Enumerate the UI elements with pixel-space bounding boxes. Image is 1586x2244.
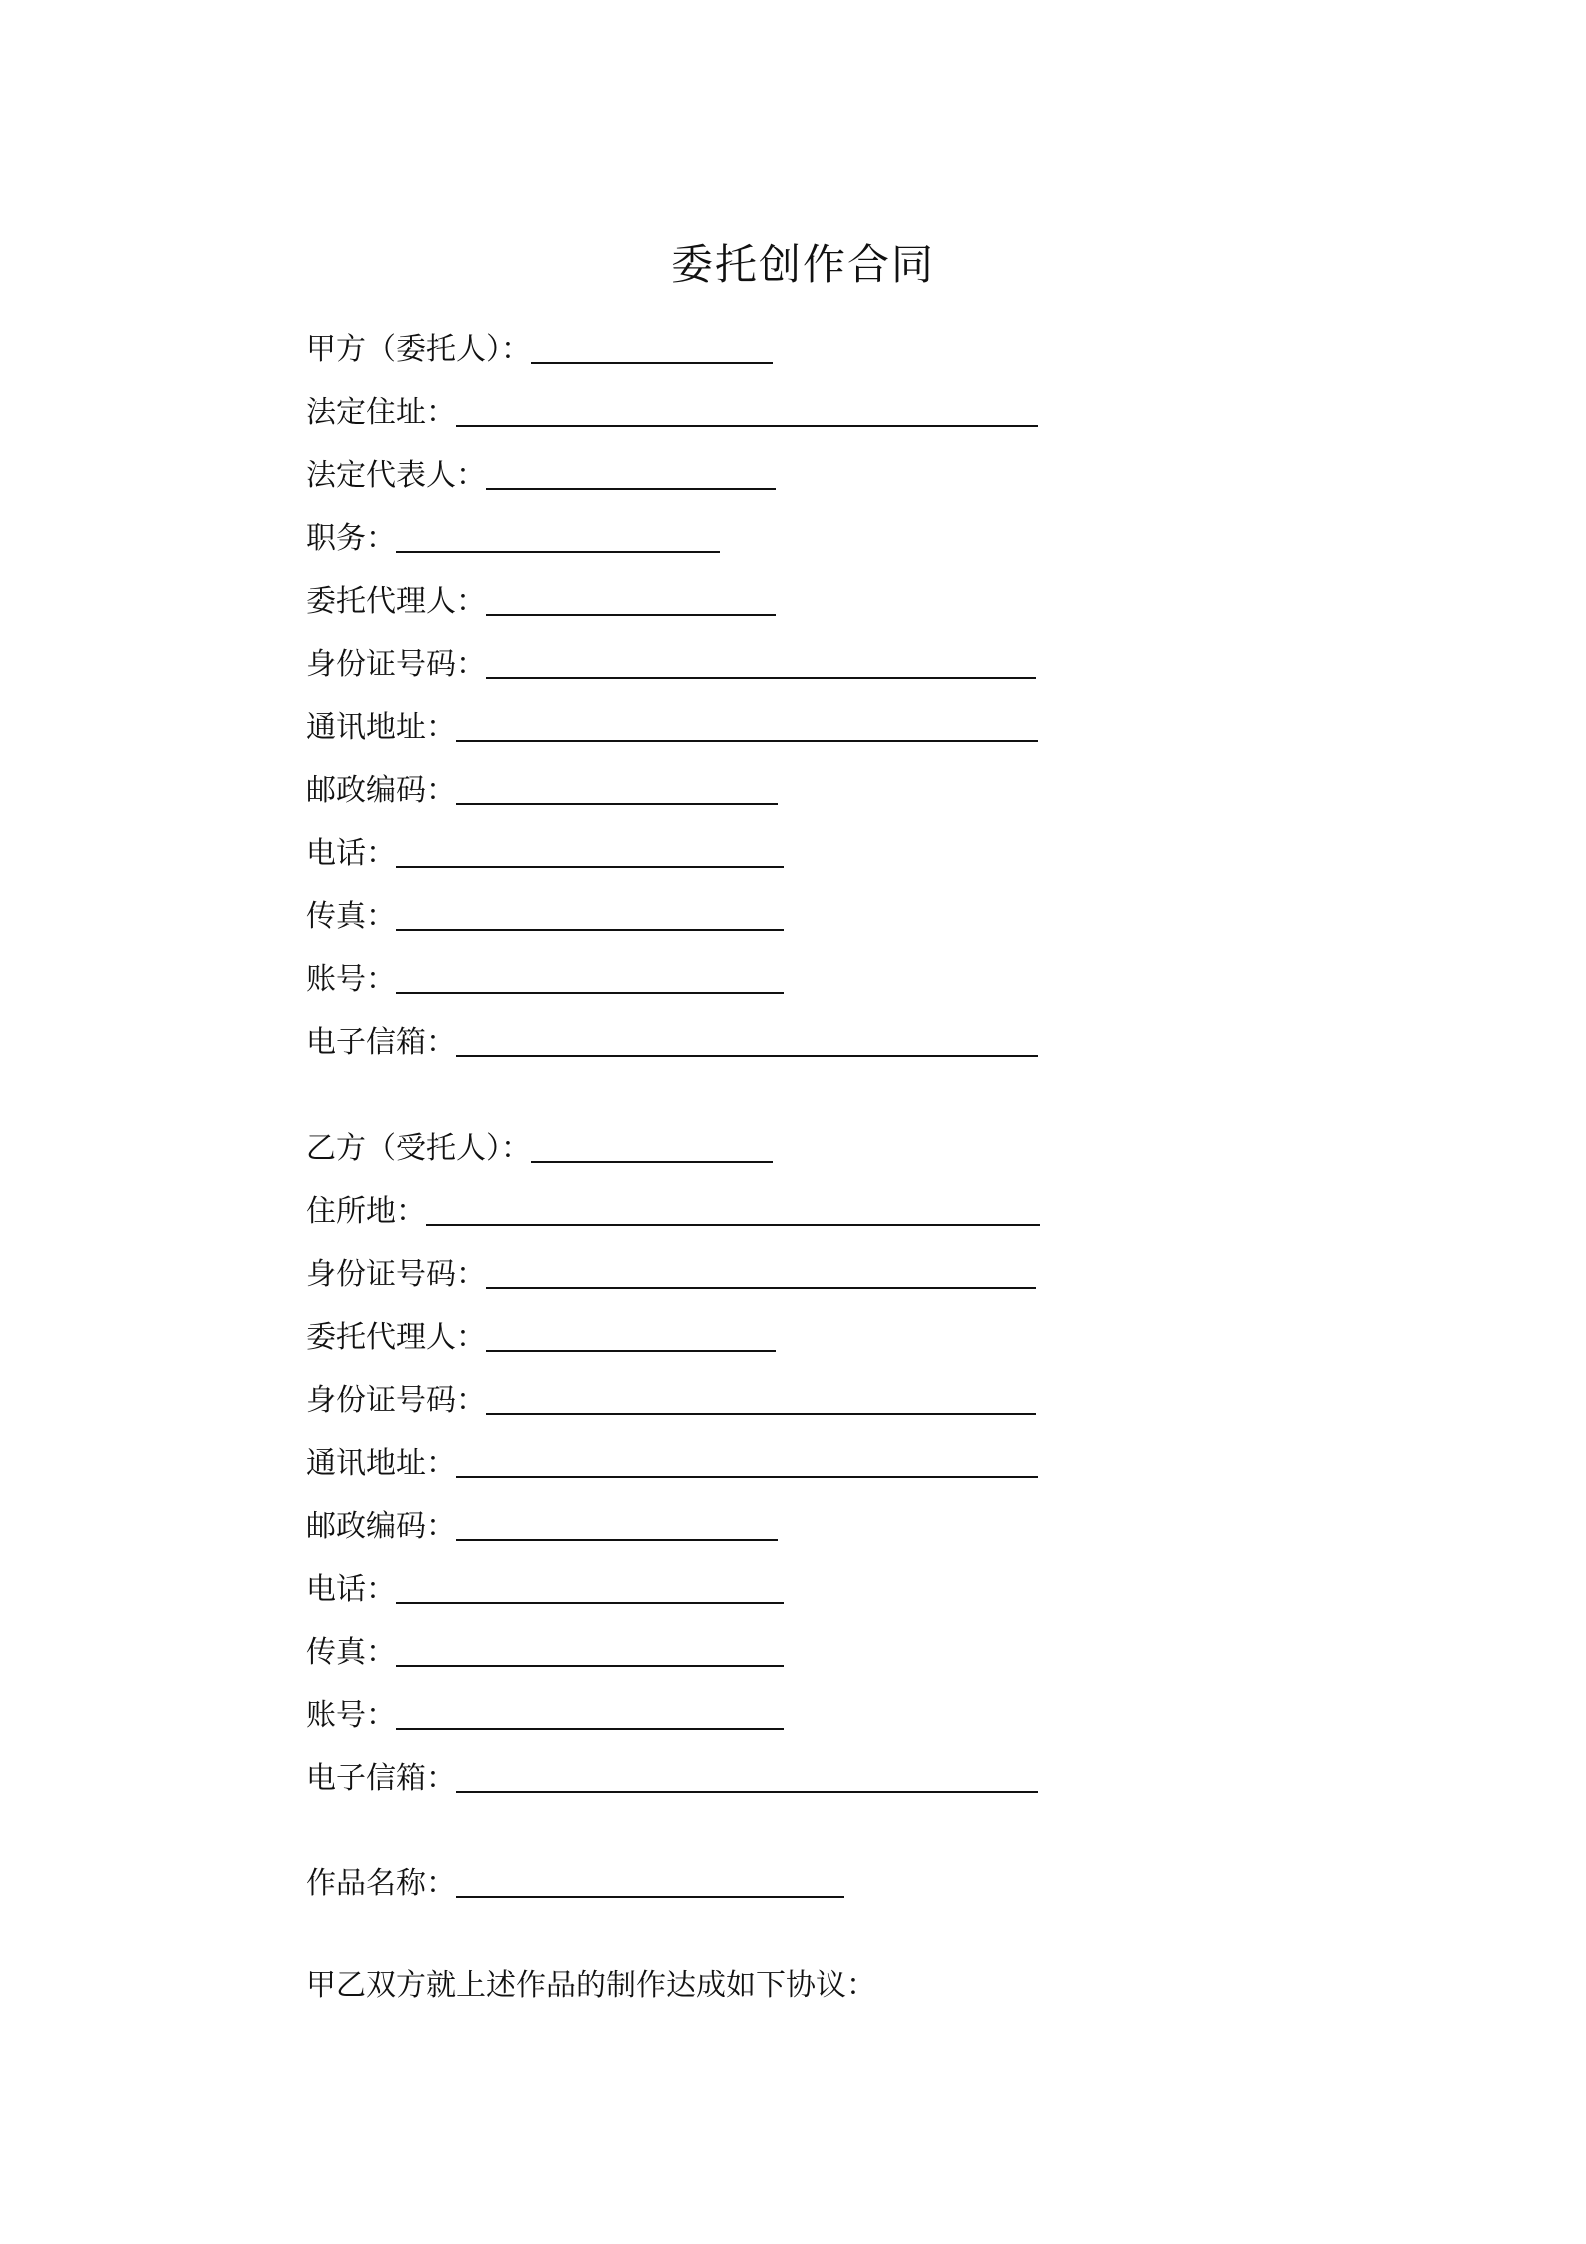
field-label: 甲方（委托人）： xyxy=(306,332,531,367)
field-agent-id-number-b xyxy=(306,1377,1036,1421)
field-label: 电话： xyxy=(306,836,396,871)
field-mailing-address-a xyxy=(306,704,1038,748)
field-label: 乙方（受托人）： xyxy=(306,1131,531,1166)
fill-in-line[interactable] xyxy=(396,1635,784,1667)
field-email-a xyxy=(306,1019,1038,1063)
fill-in-line[interactable] xyxy=(486,1383,1036,1415)
field-agent-a xyxy=(306,578,776,622)
field-residence-b xyxy=(306,1188,1040,1232)
fill-in-line[interactable] xyxy=(456,1866,844,1898)
field-account-b xyxy=(306,1692,784,1736)
field-mailing-address-b xyxy=(306,1440,1038,1484)
fill-in-line[interactable] xyxy=(486,584,776,616)
field-phone-b xyxy=(306,1566,784,1610)
field-label: 身份证号码： xyxy=(306,1257,486,1292)
fill-in-line[interactable] xyxy=(486,647,1036,679)
field-label: 电话： xyxy=(306,1572,396,1607)
fill-in-line[interactable] xyxy=(486,1257,1036,1289)
fill-in-line[interactable] xyxy=(396,1572,784,1604)
field-label: 电子信箱： xyxy=(306,1761,456,1796)
field-label: 邮政编码： xyxy=(306,1509,456,1544)
fill-in-line[interactable] xyxy=(456,1509,778,1541)
fill-in-line[interactable] xyxy=(396,899,784,931)
fill-in-line[interactable] xyxy=(396,1698,784,1730)
field-label: 通讯地址： xyxy=(306,1446,456,1481)
fill-in-line[interactable] xyxy=(486,458,776,490)
field-label: 电子信箱： xyxy=(306,1025,456,1060)
fill-in-line[interactable] xyxy=(396,962,784,994)
fill-in-line[interactable] xyxy=(456,1761,1038,1793)
field-label: 作品名称： xyxy=(306,1866,456,1901)
field-label: 身份证号码： xyxy=(306,647,486,682)
field-label: 法定代表人： xyxy=(306,458,486,493)
field-label: 邮政编码： xyxy=(306,773,456,808)
field-postcode-a xyxy=(306,767,778,811)
field-label: 通讯地址： xyxy=(306,710,456,745)
fill-in-line[interactable] xyxy=(531,1131,773,1163)
field-label: 身份证号码： xyxy=(306,1383,486,1418)
field-phone-a xyxy=(306,830,784,874)
field-account-a xyxy=(306,956,784,1000)
field-id-number-b xyxy=(306,1251,1036,1295)
field-label: 账号： xyxy=(306,962,396,997)
fill-in-line[interactable] xyxy=(396,521,720,553)
fill-in-line[interactable] xyxy=(456,1025,1038,1057)
field-id-number-a xyxy=(306,641,1036,685)
fill-in-line[interactable] xyxy=(426,1194,1040,1226)
field-email-b xyxy=(306,1755,1038,1799)
agreement-intro: 甲乙双方就上述作品的制作达成如下协议： xyxy=(306,1968,876,2003)
field-party-b xyxy=(306,1125,773,1169)
field-label: 传真： xyxy=(306,1635,396,1670)
field-work-name xyxy=(306,1860,844,1904)
field-legal-address xyxy=(306,389,1038,433)
field-postcode-b xyxy=(306,1503,778,1547)
field-agent-b xyxy=(306,1314,776,1358)
field-legal-representative xyxy=(306,452,776,496)
field-label: 住所地： xyxy=(306,1194,426,1229)
fill-in-line[interactable] xyxy=(456,773,778,805)
document-title: 委托创作合同 xyxy=(670,240,935,289)
fill-in-line[interactable] xyxy=(456,1446,1038,1478)
fill-in-line[interactable] xyxy=(486,1320,776,1352)
field-party-a xyxy=(306,326,773,370)
field-label: 账号： xyxy=(306,1698,396,1733)
fill-in-line[interactable] xyxy=(456,395,1038,427)
field-label: 法定住址： xyxy=(306,395,456,430)
field-label: 传真： xyxy=(306,899,396,934)
fill-in-line[interactable] xyxy=(531,332,773,364)
fill-in-line[interactable] xyxy=(456,710,1038,742)
field-position xyxy=(306,515,720,559)
field-label: 职务： xyxy=(306,521,396,556)
field-fax-b xyxy=(306,1629,784,1673)
fill-in-line[interactable] xyxy=(396,836,784,868)
field-fax-a xyxy=(306,893,784,937)
field-label: 委托代理人： xyxy=(306,1320,486,1355)
field-label: 委托代理人： xyxy=(306,584,486,619)
